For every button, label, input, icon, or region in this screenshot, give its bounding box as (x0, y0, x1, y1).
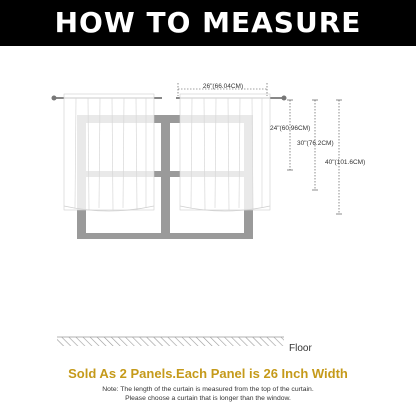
length-24-label: 24"(60.96CM) (270, 125, 311, 132)
width-dimension-label: 26"(66.04CM) (202, 83, 244, 90)
curtain-panel-right (180, 94, 270, 211)
note-line-2: Please choose a curtain that is longer than the window. (125, 395, 291, 402)
page-title: HOW TO MEASURE (54, 6, 362, 39)
curtain-panel-left (64, 94, 154, 211)
length-dimensions (287, 100, 342, 214)
floor-hatch (57, 337, 284, 346)
sold-as-panels-text: Sold As 2 Panels.Each Panel is 26 Inch Width (68, 366, 348, 381)
length-30-label: 30"(76.2CM) (297, 140, 334, 147)
floor-label: Floor (289, 343, 312, 354)
length-40-label: 40"(101.6CM) (325, 159, 366, 166)
measure-diagram (0, 46, 416, 346)
note-line-1: Note: The length of the curtain is measured from the top of the curtain. (102, 386, 314, 393)
